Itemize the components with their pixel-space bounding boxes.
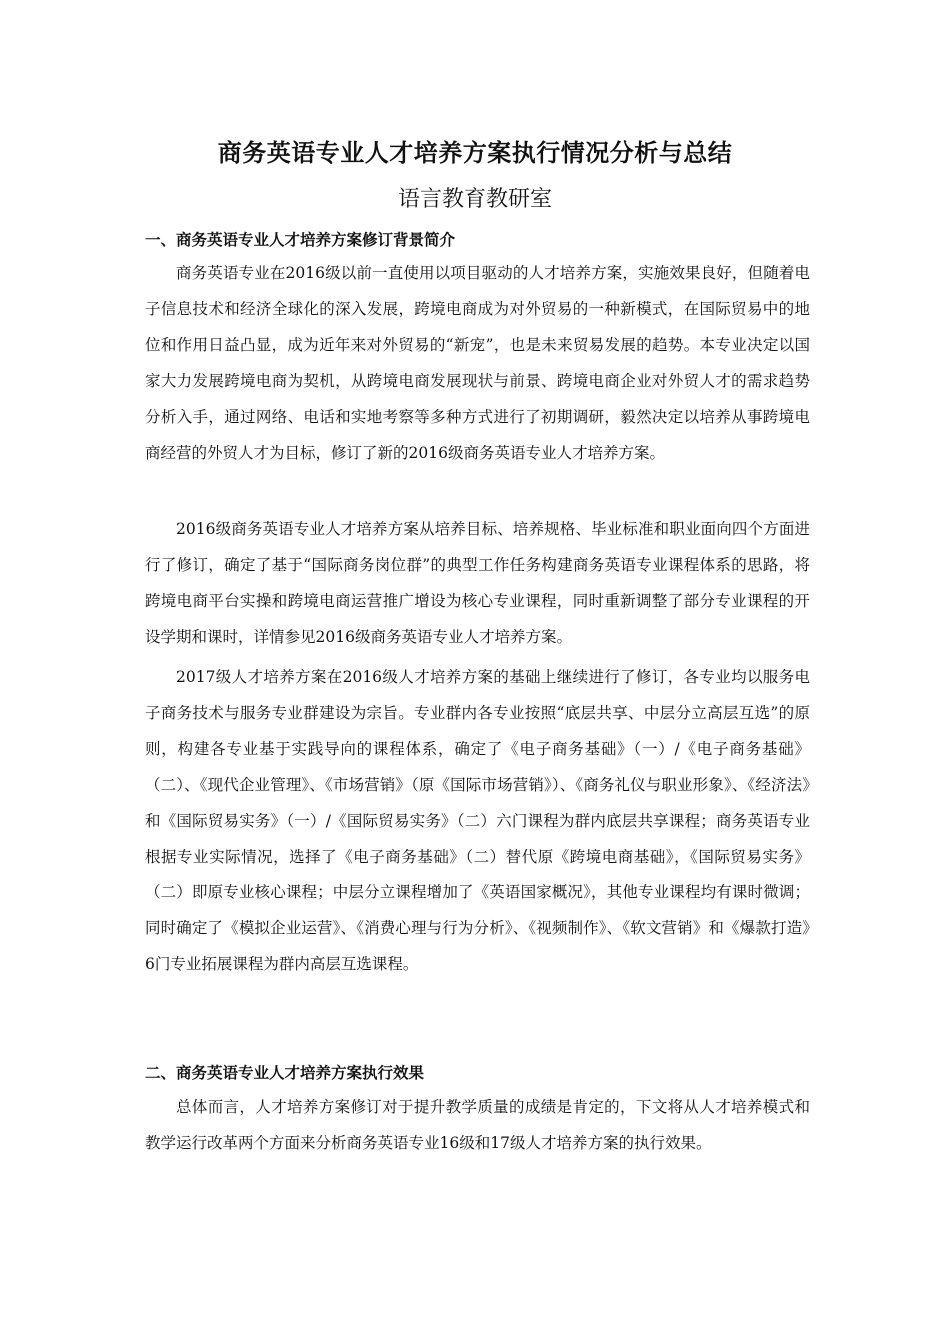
section-1-heading: 一、商务英语专业人才培养方案修订背景简介 xyxy=(145,231,456,249)
section-2-paragraph-1: 总体而言，人才培养方案修订对于提升教学质量的成绩是肯定的，下文将从人才培养模式和教学运行改革两个方面来分析商务英语专业16级和17级人才培养方案的执行效果。 xyxy=(145,1098,810,1152)
section-1-paragraph-1: 商务英语专业在2016级以前一直使用以项目驱动的人才培养方案，实施效果良好，但随着电子信息技术和经济全球化的深入发展，跨境电商成为对外贸易的一种新模式，在国际贸易中的地位和作用日益凸显，成为近年来对外贸易的“新宠”，也是未来贸易发展的趋势。本专业决定以国家大力发展跨境电商为契机，从跨境电商发展现状与前景、跨境电商企业对外贸人才的需求趋势分析入手，通过网络、电话和实地考察等多种方式进行了初期调研，毅然决定以培养从事跨境电商经营的外贸人才为目标，修订了新的2016级商务英语专业人才培养方案。 xyxy=(145,264,810,462)
section-1-paragraph-2: 2016级商务英语专业人才培养方案从培养目标、培养规格、毕业标准和职业面向四个方面进行了修订，确定了基于“国际商务岗位群”的典型工作任务构建商务英语专业课程体系的思路，将跨境电商平台实操和跨境电商运营推广增设为核心专业课程，同时重新调整了部分专业课程的开设学期和课时，详情参见2016级商务英语专业人才培养方案。 xyxy=(145,520,810,646)
document-subtitle: 语言教育教研室 xyxy=(397,187,552,212)
section-2-heading: 二、商务英语专业人才培养方案执行效果 xyxy=(145,1064,425,1082)
document-title: 商务英语专业人才培养方案执行情况分析与总结 xyxy=(217,139,733,167)
section-1-paragraph-3: 2017级人才培养方案在2016级人才培养方案的基础上继续进行了修订，各专业均以服务电子商务技术与服务专业群建设为宗旨。专业群内各专业按照“底层共享、中层分立高层互选”的原则，构建各专业基于实践导向的课程体系，确定了《电子商务基础》（一）/《电子商务基础》（二）、《现代企业管理》、《市场营销》（原《国际市场营销》）、《商务礼仪与职业形象》、《经济法》和《国际贸易实务》（一）/《国际贸易实务》（二）六门课程为群内底层共享课程；商务英语专业根据专业实际情况，选择了《电子商务基础》（二）替代原《跨境电商基础》，《国际贸易实务》（二）即原专业核心课程；中层分立课程增加了《英语国家概况》，其他专业课程均有课时微调；同时确定了《模拟企业运营》、《消费心理与行为分析》、《视频制作》、《软文营销》和《爆款打造》6门专业拓展课程为群内高层互选课程。 xyxy=(145,668,810,974)
